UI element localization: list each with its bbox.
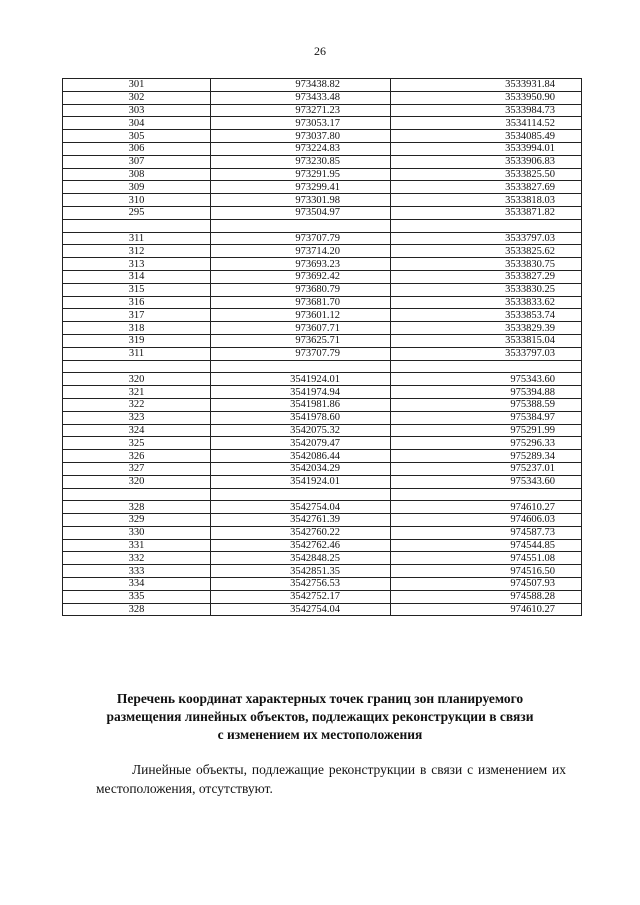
point-number-cell: 319 — [63, 334, 211, 347]
point-number-cell: 309 — [63, 181, 211, 194]
point-number-cell: 321 — [63, 386, 211, 399]
coordinate-1-cell: 3541974.94 — [211, 386, 391, 399]
table-row — [63, 322, 582, 335]
coordinate-1-cell: 973707.79 — [211, 347, 391, 360]
point-number-cell: 315 — [63, 283, 211, 296]
table-row — [63, 296, 582, 309]
coordinate-2-cell: 975343.60 — [391, 373, 582, 386]
point-number-cell: 331 — [63, 539, 211, 552]
point-number-cell: 306 — [63, 142, 211, 155]
empty-cell — [63, 219, 211, 232]
point-number-cell: 311 — [63, 347, 211, 360]
point-number-cell: 304 — [63, 117, 211, 130]
table-row — [63, 411, 582, 424]
coordinate-1-cell: 3542754.04 — [211, 603, 391, 616]
coordinate-1-cell: 973692.42 — [211, 270, 391, 283]
group-separator-row — [63, 488, 582, 501]
page-number: 26 — [314, 44, 326, 58]
coordinate-1-cell: 3542754.04 — [211, 501, 391, 514]
point-number-cell: 316 — [63, 296, 211, 309]
coordinate-2-cell: 974588.28 — [391, 590, 582, 603]
coordinate-1-cell: 3542752.17 — [211, 590, 391, 603]
empty-cell — [211, 219, 391, 232]
coordinate-2-cell: 3533871.82 — [391, 206, 582, 219]
group-separator-row — [63, 360, 582, 373]
point-number-cell: 329 — [63, 514, 211, 527]
point-number-cell: 334 — [63, 578, 211, 591]
table-row — [63, 552, 582, 565]
coordinate-1-cell: 3542851.35 — [211, 565, 391, 578]
coordinate-2-cell: 975343.60 — [391, 475, 582, 488]
coordinate-1-cell: 3541981.86 — [211, 398, 391, 411]
point-number-cell: 322 — [63, 398, 211, 411]
coordinate-1-cell: 973680.79 — [211, 283, 391, 296]
coordinate-1-cell: 973299.41 — [211, 181, 391, 194]
point-number-cell: 312 — [63, 245, 211, 258]
table-row — [63, 206, 582, 219]
coordinate-1-cell: 973607.71 — [211, 322, 391, 335]
point-number-cell: 333 — [63, 565, 211, 578]
point-number-cell: 335 — [63, 590, 211, 603]
empty-cell — [391, 488, 582, 501]
coordinate-2-cell: 974544.85 — [391, 539, 582, 552]
table-row — [63, 565, 582, 578]
point-number-cell: 314 — [63, 270, 211, 283]
coordinate-1-cell: 3542760.22 — [211, 526, 391, 539]
coordinate-1-cell: 3542762.46 — [211, 539, 391, 552]
point-number-cell: 328 — [63, 501, 211, 514]
table-row — [63, 194, 582, 207]
coordinate-2-cell: 3533931.84 — [391, 79, 582, 92]
table-row — [63, 270, 582, 283]
coordinate-1-cell: 973693.23 — [211, 258, 391, 271]
coordinate-1-cell: 973433.48 — [211, 91, 391, 104]
point-number-cell: 308 — [63, 168, 211, 181]
coordinate-2-cell: 3533950.90 — [391, 91, 582, 104]
coordinate-2-cell: 975291.99 — [391, 424, 582, 437]
table-row — [63, 526, 582, 539]
coordinate-2-cell: 3533994.01 — [391, 142, 582, 155]
point-number-cell: 320 — [63, 475, 211, 488]
coordinate-2-cell: 975384.97 — [391, 411, 582, 424]
point-number-cell: 323 — [63, 411, 211, 424]
coordinate-2-cell: 3534085.49 — [391, 130, 582, 143]
table-row — [63, 603, 582, 616]
empty-cell — [63, 488, 211, 501]
coordinate-2-cell: 3533797.03 — [391, 232, 582, 245]
coordinate-1-cell: 973230.85 — [211, 155, 391, 168]
coordinates-table-body — [63, 79, 582, 616]
table-row — [63, 181, 582, 194]
coordinate-2-cell: 3533825.62 — [391, 245, 582, 258]
coordinate-2-cell: 974610.27 — [391, 603, 582, 616]
coordinate-1-cell: 3542848.25 — [211, 552, 391, 565]
table-row — [63, 501, 582, 514]
point-number-cell: 303 — [63, 104, 211, 117]
coordinate-2-cell: 974606.03 — [391, 514, 582, 527]
coordinate-1-cell: 3542761.39 — [211, 514, 391, 527]
table-row — [63, 450, 582, 463]
coordinate-2-cell: 975296.33 — [391, 437, 582, 450]
coordinate-2-cell: 3533827.29 — [391, 270, 582, 283]
coordinate-2-cell: 3533906.83 — [391, 155, 582, 168]
coordinate-2-cell: 975394.88 — [391, 386, 582, 399]
coordinate-1-cell: 973037.80 — [211, 130, 391, 143]
coordinate-1-cell: 973504.97 — [211, 206, 391, 219]
table-row — [63, 130, 582, 143]
coordinate-1-cell: 3542086.44 — [211, 450, 391, 463]
table-row — [63, 142, 582, 155]
point-number-cell: 295 — [63, 206, 211, 219]
section-title-line-1: Перечень координат характерных точек границ зон планируемого — [116, 691, 524, 706]
coordinate-1-cell: 3542079.47 — [211, 437, 391, 450]
table-row — [63, 91, 582, 104]
point-number-cell: 320 — [63, 373, 211, 386]
coordinate-2-cell: 975237.01 — [391, 462, 582, 475]
table-row — [63, 539, 582, 552]
coordinate-1-cell: 973707.79 — [211, 232, 391, 245]
table-row — [63, 168, 582, 181]
coordinate-2-cell: 3533853.74 — [391, 309, 582, 322]
section-title-line-3: с изменением их местоположения — [217, 727, 423, 742]
point-number-cell: 330 — [63, 526, 211, 539]
coordinate-2-cell: 3533984.73 — [391, 104, 582, 117]
point-number-cell: 311 — [63, 232, 211, 245]
point-number-cell: 326 — [63, 450, 211, 463]
point-number-cell: 310 — [63, 194, 211, 207]
table-row — [63, 514, 582, 527]
coordinate-1-cell: 973224.83 — [211, 142, 391, 155]
coordinate-2-cell: 974610.27 — [391, 501, 582, 514]
table-row — [63, 590, 582, 603]
coordinate-1-cell: 3542756.53 — [211, 578, 391, 591]
point-number-cell: 317 — [63, 309, 211, 322]
coordinate-1-cell: 3541924.01 — [211, 373, 391, 386]
table-row — [63, 462, 582, 475]
table-row — [63, 373, 582, 386]
coordinate-1-cell: 3541924.01 — [211, 475, 391, 488]
coordinate-1-cell: 973714.20 — [211, 245, 391, 258]
empty-cell — [391, 360, 582, 373]
table-row — [63, 155, 582, 168]
coordinate-2-cell: 974507.93 — [391, 578, 582, 591]
empty-cell — [211, 360, 391, 373]
point-number-cell: 305 — [63, 130, 211, 143]
point-number-cell: 307 — [63, 155, 211, 168]
coordinate-1-cell: 973301.98 — [211, 194, 391, 207]
point-number-cell: 318 — [63, 322, 211, 335]
point-number-cell: 313 — [63, 258, 211, 271]
coordinate-1-cell: 3542075.32 — [211, 424, 391, 437]
coordinate-1-cell: 973291.95 — [211, 168, 391, 181]
coordinate-1-cell: 3542034.29 — [211, 462, 391, 475]
section-title — [70, 690, 570, 744]
table-row — [63, 437, 582, 450]
coordinate-2-cell: 3533827.69 — [391, 181, 582, 194]
coordinate-2-cell: 974516.50 — [391, 565, 582, 578]
empty-cell — [391, 219, 582, 232]
point-number-cell: 325 — [63, 437, 211, 450]
coordinate-2-cell: 3533797.03 — [391, 347, 582, 360]
coordinate-2-cell: 3533830.75 — [391, 258, 582, 271]
coordinate-1-cell: 3541978.60 — [211, 411, 391, 424]
table-row — [63, 104, 582, 117]
coordinate-2-cell: 975388.59 — [391, 398, 582, 411]
point-number-cell: 302 — [63, 91, 211, 104]
coordinate-1-cell: 973601.12 — [211, 309, 391, 322]
coordinate-2-cell: 974551.08 — [391, 552, 582, 565]
table-row — [63, 578, 582, 591]
table-row — [63, 79, 582, 92]
coordinate-2-cell: 3533833.62 — [391, 296, 582, 309]
point-number-cell: 324 — [63, 424, 211, 437]
coordinate-2-cell: 3533815.04 — [391, 334, 582, 347]
coordinates-table — [62, 78, 582, 616]
coordinate-2-cell: 975289.34 — [391, 450, 582, 463]
point-number-cell: 328 — [63, 603, 211, 616]
coordinate-2-cell: 3533830.25 — [391, 283, 582, 296]
coordinate-2-cell: 3533829.39 — [391, 322, 582, 335]
table-row — [63, 245, 582, 258]
coordinate-1-cell: 973053.17 — [211, 117, 391, 130]
table-row — [63, 258, 582, 271]
coordinate-1-cell: 973625.71 — [211, 334, 391, 347]
table-row — [63, 398, 582, 411]
section-title-line-2: размещения линейных объектов, подлежащих реконструкции в связи — [106, 709, 534, 724]
group-separator-row — [63, 219, 582, 232]
body-paragraph-text: Линейные объекты, подлежащие реконструкции в связи с изменением их местоположения, отсутствуют. — [96, 762, 566, 796]
coordinate-1-cell: 973681.70 — [211, 296, 391, 309]
table-row — [63, 424, 582, 437]
point-number-cell: 327 — [63, 462, 211, 475]
point-number-cell: 332 — [63, 552, 211, 565]
table-row — [63, 232, 582, 245]
table-row — [63, 334, 582, 347]
table-row — [63, 283, 582, 296]
empty-cell — [63, 360, 211, 373]
point-number-cell: 301 — [63, 79, 211, 92]
coordinate-2-cell: 3533818.03 — [391, 194, 582, 207]
table-row — [63, 347, 582, 360]
table-row — [63, 309, 582, 322]
coordinate-2-cell: 974587.73 — [391, 526, 582, 539]
coordinate-1-cell: 973438.82 — [211, 79, 391, 92]
empty-cell — [211, 488, 391, 501]
table-row — [63, 117, 582, 130]
table-row — [63, 386, 582, 399]
coordinate-2-cell: 3533825.50 — [391, 168, 582, 181]
body-paragraph — [96, 760, 566, 798]
coordinate-2-cell: 3534114.52 — [391, 117, 582, 130]
coordinate-1-cell: 973271.23 — [211, 104, 391, 117]
table-row — [63, 475, 582, 488]
